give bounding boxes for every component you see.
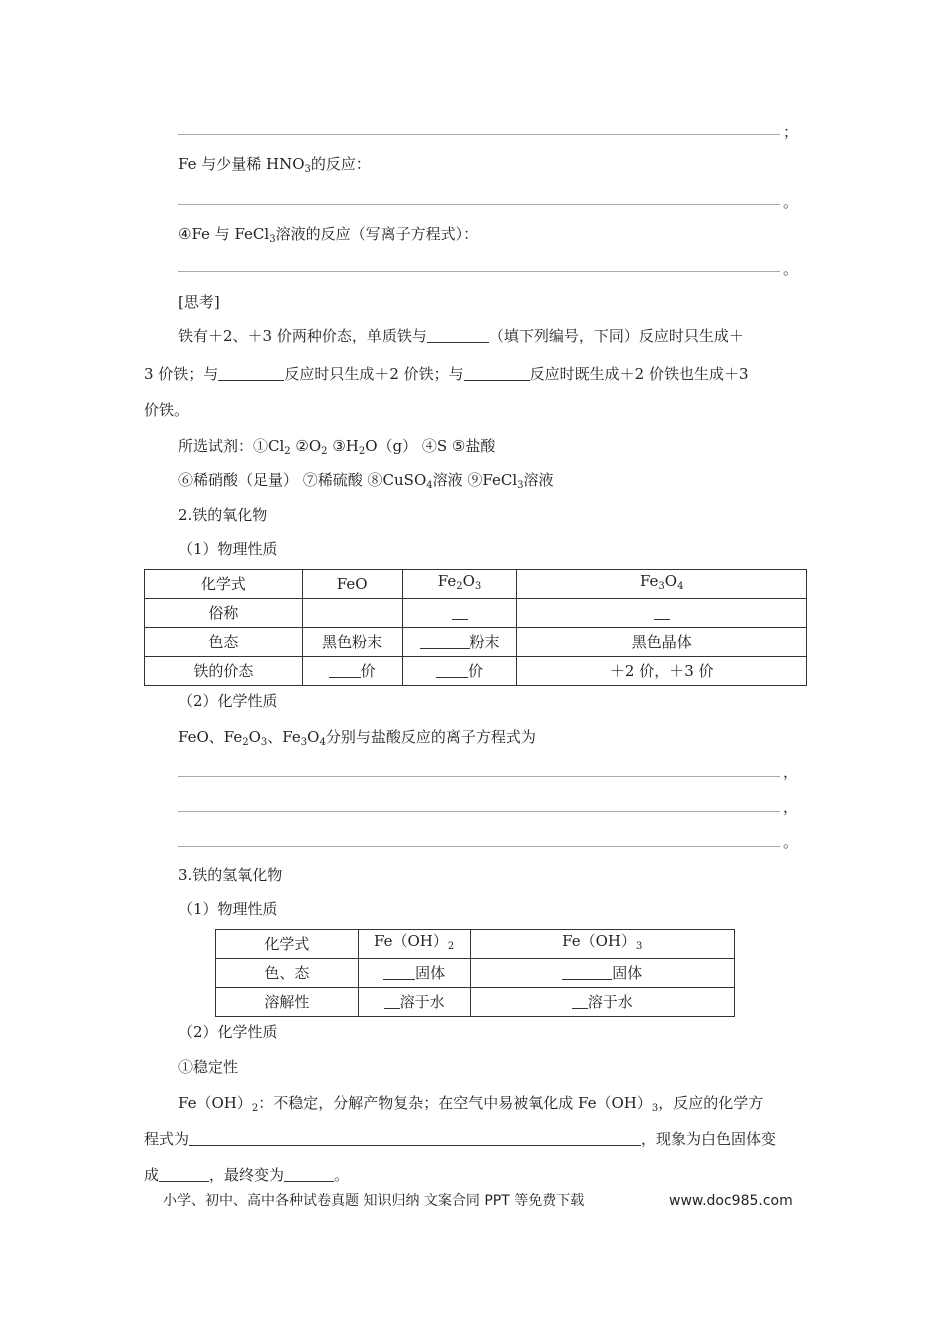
table-cell [402, 599, 517, 628]
oxides-physical-heading: （1）物理性质 [178, 540, 278, 558]
fe-hno3-question: Fe 与少量稀 $HNO_3$的反应： [178, 155, 371, 175]
table-cell: 粉末 [402, 628, 517, 657]
hydroxides-table [215, 929, 735, 1017]
fill-blank[interactable] [420, 634, 470, 649]
fill-blank[interactable] [654, 605, 670, 620]
think-paragraph-line3: 价铁。 [144, 401, 190, 419]
fill-blank[interactable] [189, 1131, 641, 1146]
table-cell [517, 599, 807, 628]
footer-text: 小学、初中、高中各种试卷真题 知识归纳 文案合同 PPT 等免费下载 [163, 1193, 585, 1209]
line-end-punct: ； [783, 123, 799, 141]
answer-line[interactable] [178, 811, 780, 812]
table-header: $Fe_3O_4$ [517, 570, 807, 599]
line-end-punct: 。 [783, 260, 799, 278]
line-end-punct: 。 [783, 193, 799, 211]
oxides-table [144, 569, 807, 686]
table-cell: 色态 [145, 628, 303, 657]
footer-url[interactable]: www.doc985.com [669, 1193, 793, 1209]
oxides-heading: 2.铁的氧化物 [178, 506, 268, 524]
stability-paragraph-line2: 程式为 ，现象为白色固体变 [144, 1130, 777, 1148]
fill-blank[interactable] [284, 1167, 334, 1182]
think-paragraph-line1: 铁有＋2、＋3 价两种价态，单质铁与 （填下列编号，下同）反应时只生成＋ [178, 327, 744, 345]
table-header: $Fe(OH)_3$ [470, 930, 734, 959]
table-cell: 溶于水 [358, 988, 470, 1017]
stability-paragraph-line1: $Fe(OH)_2$：不稳定，分解产物复杂；在空气中易被氧化成 $Fe(OH)_3$，反应的化学方 [178, 1094, 764, 1114]
fill-blank[interactable] [452, 605, 468, 620]
table-header: FeO [302, 570, 402, 599]
fill-blank[interactable] [464, 366, 530, 381]
table-header: $Fe(OH)_2$ [358, 930, 470, 959]
table-cell: 价 [302, 657, 402, 686]
table-cell: 溶解性 [216, 988, 359, 1017]
line-end-punct: ， [783, 763, 799, 781]
answer-line[interactable] [178, 271, 780, 272]
table-cell: 俗称 [145, 599, 303, 628]
fill-blank[interactable] [218, 366, 284, 381]
table-header: 化学式 [145, 570, 303, 599]
fill-blank[interactable] [572, 994, 588, 1009]
table-header: 化学式 [216, 930, 359, 959]
table-row [145, 599, 807, 628]
think-heading: [思考] [178, 293, 220, 311]
reagent-list-1: 所选试剂：$①Cl_2$ $②O_2$ $③H_2O(g)$ ④S ⑤盐酸 [178, 437, 496, 457]
table-header: $Fe_2O_3$ [402, 570, 517, 599]
stability-paragraph-line3: 成 ，最终变为 。 [144, 1166, 350, 1184]
line-end-punct: 。 [783, 833, 799, 851]
stability-heading: ①稳定性 [178, 1058, 239, 1076]
fill-blank[interactable] [436, 663, 468, 678]
table-cell: 黑色粉末 [302, 628, 402, 657]
table-cell: 固体 [470, 959, 734, 988]
table-row [216, 959, 735, 988]
table-cell: 价 [402, 657, 517, 686]
hydroxides-heading: 3.铁的氢氧化物 [178, 866, 283, 884]
table-cell: 铁的价态 [145, 657, 303, 686]
oxides-chemical-heading: （2）化学性质 [178, 692, 278, 710]
fill-blank[interactable] [384, 994, 400, 1009]
fill-blank[interactable] [562, 965, 612, 980]
line-end-punct: ， [783, 798, 799, 816]
table-row [145, 628, 807, 657]
table-cell: 色、态 [216, 959, 359, 988]
oxides-intro: FeO、$Fe_2O_3$、$Fe_3O_4$分别与盐酸反应的离子方程式为 [178, 728, 536, 748]
answer-line[interactable] [178, 204, 780, 205]
think-paragraph-line2: 3 价铁；与 反应时只生成＋2 价铁；与 反应时既生成＋2 价铁也生成＋3 [144, 365, 749, 383]
answer-line[interactable] [178, 776, 780, 777]
fe-fecl3-question: ④Fe 与 FeCl$_3$溶液的反应（写离子方程式）： [178, 225, 479, 245]
table-cell: 黑色晶体 [517, 628, 807, 657]
answer-line[interactable] [178, 846, 780, 847]
table-row [145, 657, 807, 686]
answer-line[interactable] [178, 134, 780, 135]
fill-blank[interactable] [159, 1167, 209, 1182]
table-cell: 固体 [358, 959, 470, 988]
reagent-list-2: ⑥稀硝酸（足量） ⑦稀硫酸 ⑧CuSO$_4$溶液 ⑨FeCl$_3$溶液 [178, 471, 554, 491]
table-cell: 溶于水 [470, 988, 734, 1017]
table-cell: ＋2 价，＋3 价 [517, 657, 807, 686]
hydroxides-physical-heading: （1）物理性质 [178, 900, 278, 918]
table-cell [302, 599, 402, 628]
fill-blank[interactable] [383, 965, 415, 980]
fill-blank[interactable] [427, 328, 489, 343]
hydroxides-chemical-heading: （2）化学性质 [178, 1023, 278, 1041]
fill-blank[interactable] [329, 663, 361, 678]
table-row [216, 988, 735, 1017]
